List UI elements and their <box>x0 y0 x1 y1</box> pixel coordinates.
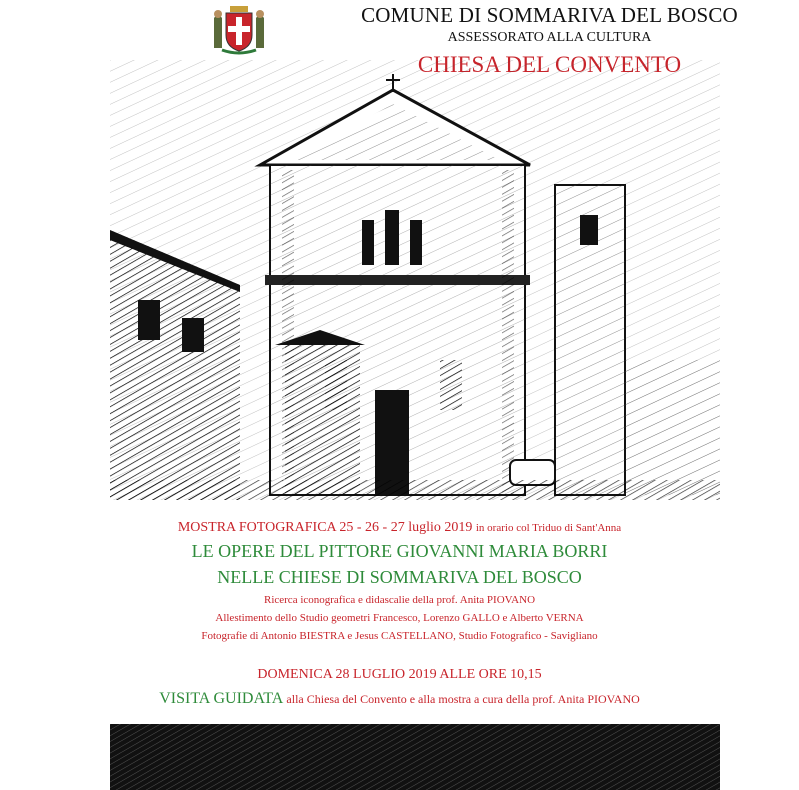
exhibition-note: in orario col Triduo di Sant'Anna <box>475 522 622 534</box>
guided-visit-detail: alla Chiesa del Convento e alla mostra a cura della prof. Anita PIOVANO <box>286 692 640 706</box>
visit-date: DOMENICA 28 LUGLIO 2019 ALLE ORE 10,15 <box>257 667 542 682</box>
credit-research: Ricerca iconografica e didascalie della prof. Anita PIOVANO <box>263 594 536 606</box>
church-facade-sketch <box>110 60 720 500</box>
exhibition-title-line2: NELLE CHIESE DI SOMMARIVA DEL BOSCO <box>217 567 582 587</box>
guided-visit-label: VISITA GUIDATA <box>159 690 283 707</box>
exhibition-label: MOSTRA FOTOGRAFICA 25 - 26 - 27 luglio 2019 <box>177 520 473 535</box>
exhibition-dates <box>0 520 799 536</box>
guided-visit <box>0 690 799 708</box>
municipality-title: COMUNE DI SOMMARIVA DEL BOSCO <box>361 3 738 27</box>
hatched-footer-band <box>110 724 720 790</box>
exhibition-title-line1: LE OPERE DEL PITTORE GIOVANNI MARIA BORRI <box>191 541 608 561</box>
department-subtitle: ASSESSORATO ALLA CULTURA <box>447 30 652 45</box>
credit-photos: Fotografie di Antonio BIESTRA e Jesus CASTELLANO, Studio Fotografico - Savigliano <box>201 630 598 642</box>
credit-setup: Allestimento dello Studio geometri Francesco, Lorenzo GALLO e Alberto VERNA <box>215 612 584 624</box>
